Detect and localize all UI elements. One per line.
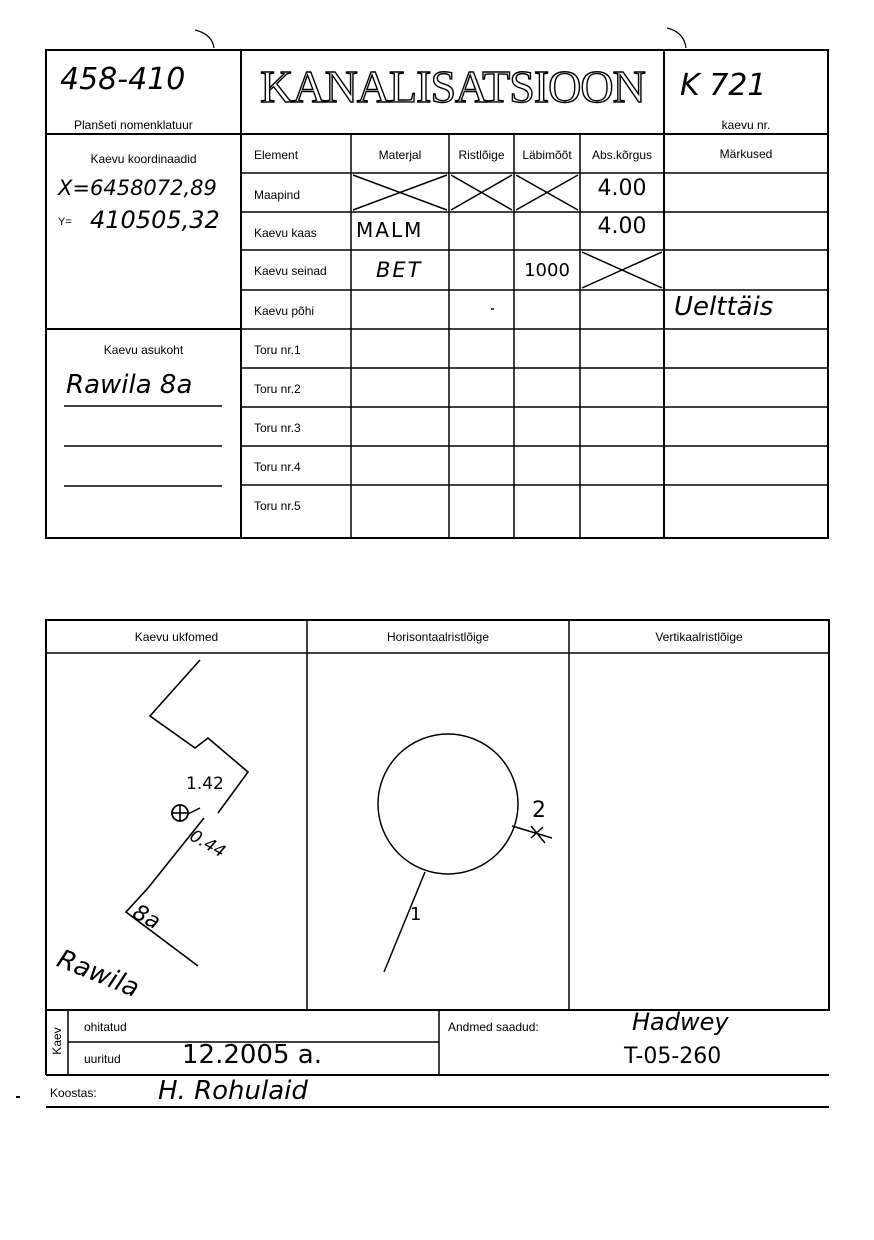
uuritud-label: uuritud xyxy=(84,1052,121,1066)
col-header-ristloige: Ristlõige xyxy=(458,148,505,162)
col-header-labimoot: Läbimõõt xyxy=(522,148,572,162)
well-number-label: kaevu nr. xyxy=(721,118,771,132)
pipe-label-2: 2 xyxy=(532,798,546,823)
row-label-toru-5: Toru nr.5 xyxy=(254,499,301,513)
col-header-markused: Märkused xyxy=(719,147,773,161)
col-header-element: Element xyxy=(254,148,299,162)
cell-seinad-materjal: BET xyxy=(376,258,423,282)
coord-y-prefix: Y= xyxy=(58,216,72,228)
form-title: KANALISATSIOON xyxy=(260,61,645,112)
row-label-kaevu-seinad: Kaevu seinad xyxy=(254,264,327,278)
location-label: Kaevu asukoht xyxy=(103,343,184,357)
col-header-abs-korgus: Abs.kõrgus xyxy=(591,148,653,162)
uuritud-value: 12.2005 a. xyxy=(182,1040,322,1070)
koostas-value: H. Rohulaid xyxy=(158,1076,308,1106)
row-label-toru-3: Toru nr.3 xyxy=(254,421,301,435)
location-value: Rawila 8a xyxy=(66,370,193,400)
plansheet-value: 458-410 xyxy=(60,62,186,97)
sketch-col-vertical: Vertikaalristlõige xyxy=(655,630,743,644)
row-label-toru-2: Toru nr.2 xyxy=(254,382,301,396)
andmed-ref: T-05-260 xyxy=(624,1044,722,1069)
house-number: 8a xyxy=(128,900,165,935)
horizontal-section-sketch xyxy=(378,734,552,972)
coord-y: 410505,32 xyxy=(90,206,220,234)
coord-x: X=6458072,89 xyxy=(58,176,217,200)
plansheet-label: Planšeti nomenklatuur xyxy=(74,118,193,132)
andmed-label: Andmed saadud: xyxy=(448,1020,539,1034)
andmed-signature: Hadwey xyxy=(632,1008,729,1036)
row-label-kaevu-pohi: Kaevu põhi xyxy=(254,304,315,318)
row-label-maapind: Maapind xyxy=(254,188,301,202)
cell-seinad-labimoot: 1000 xyxy=(524,260,570,281)
stray-mark xyxy=(16,1096,20,1098)
street-name: Rawila xyxy=(52,944,144,1004)
row-label-kaevu-kaas: Kaevu kaas xyxy=(254,226,317,240)
row-label-toru-1: Toru nr.1 xyxy=(254,343,301,357)
sketch-col-horizontal: Horisontaalristlõige xyxy=(386,630,490,644)
dim-0-44: 0.44 xyxy=(186,826,229,863)
coords-label: Kaevu koordinaadid xyxy=(90,152,197,166)
cell-pohi-markused: Uelttäis xyxy=(674,292,774,322)
sketch-col-location: Kaevu ukfomed xyxy=(134,630,219,644)
ohitatud-label: ohitatud xyxy=(84,1020,127,1034)
col-header-materjal: Materjal xyxy=(378,148,422,162)
well-number-value: K 721 xyxy=(680,68,767,103)
koostas-label: Koostas: xyxy=(50,1086,97,1100)
dim-1-42: 1.42 xyxy=(186,774,224,794)
cell-kaas-materjal: MALM xyxy=(356,218,424,242)
row-label-toru-4: Toru nr.4 xyxy=(254,460,301,474)
cell-kaas-abs: 4.00 xyxy=(597,214,647,239)
cell-maapind-abs: 4.00 xyxy=(597,176,647,201)
pipe-label-1: 1 xyxy=(410,904,422,925)
kaev-label: Kaev xyxy=(50,1027,64,1055)
